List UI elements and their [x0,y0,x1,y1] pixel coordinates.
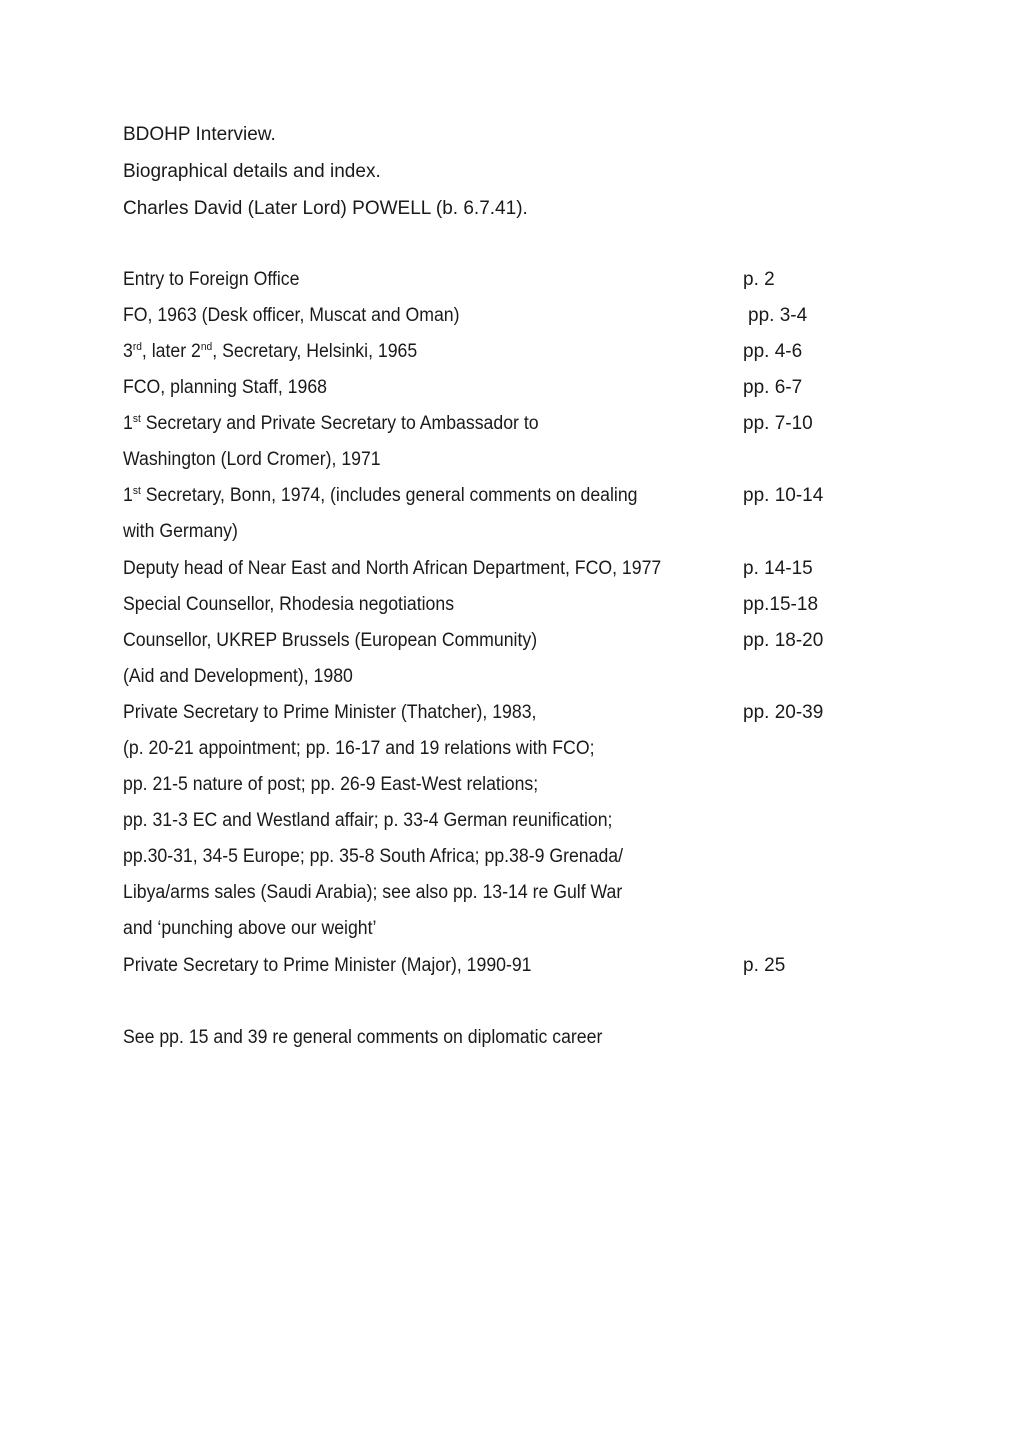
index-entry-pages: pp. 18-20 [743,630,824,651]
index-entry-pages: pp. 10-14 [743,485,824,506]
index-entry-pages: pp.15-18 [743,594,819,615]
index-entry-text: Libya/arms sales (Saudi Arabia); see also pp. 13-14 re Gulf War [123,882,623,903]
index-entry-text: Private Secretary to Prime Minister (Major), 1990-91 [123,955,532,976]
document-title: BDOHP Interview. [123,124,276,145]
index-entry-text: 1st Secretary and Private Secretary to Ambassador to [123,413,539,434]
index-entry-text: Private Secretary to Prime Minister (Thatcher), 1983, [123,702,537,723]
index-entry-pages: pp. 4-6 [743,341,803,362]
index-entry-text: Counsellor, UKREP Brussels (European Community) [123,630,538,651]
index-entry-text: FCO, planning Staff, 1968 [123,377,328,398]
index-entry-text: pp. 21-5 nature of post; pp. 26-9 East-West relations; [123,774,539,795]
index-entry-pages: p. 25 [743,955,786,976]
index-entry-pages: pp. 20-39 [743,702,824,723]
index-entry-pages: pp. 7-10 [743,413,813,434]
index-entry-pages: p. 14-15 [743,558,813,579]
index-entry-pages: p. 2 [743,269,775,290]
index-entry-text: (p. 20-21 appointment; pp. 16-17 and 19 relations with FCO; [123,738,595,759]
footer-note: See pp. 15 and 39 re general comments on diplomatic career [123,1027,603,1048]
index-entry-text: 1st Secretary, Bonn, 1974, (includes general comments on dealing [123,485,638,506]
index-entry-pages: pp. 6-7 [743,377,803,398]
index-entry-text: Washington (Lord Cromer), 1971 [123,449,381,470]
index-entry-text: pp.30-31, 34-5 Europe; pp. 35-8 South Africa; pp.38-9 Grenada/ [123,846,624,867]
index-entry-text: and ‘punching above our weight’ [123,918,377,939]
index-entry-text: with Germany) [123,521,238,542]
index-entry-text: Deputy head of Near East and North African Department, FCO, 1977 [123,558,662,579]
index-entry-text: pp. 31-3 EC and Westland affair; p. 33-4 German reunification; [123,810,613,831]
document-subtitle: Biographical details and index. [123,161,381,182]
interviewee-name: Charles David (Later Lord) POWELL (b. 6.7.41). [123,198,528,219]
index-entry-text: 3rd, later 2nd, Secretary, Helsinki, 1965 [123,341,418,362]
index-entry-text: (Aid and Development), 1980 [123,666,353,687]
index-entry-pages: pp. 3-4 [748,305,808,326]
index-entry-text: Entry to Foreign Office [123,269,300,290]
index-entry-text: Special Counsellor, Rhodesia negotiations [123,594,455,615]
index-entry-text: FO, 1963 (Desk officer, Muscat and Oman) [123,305,460,326]
